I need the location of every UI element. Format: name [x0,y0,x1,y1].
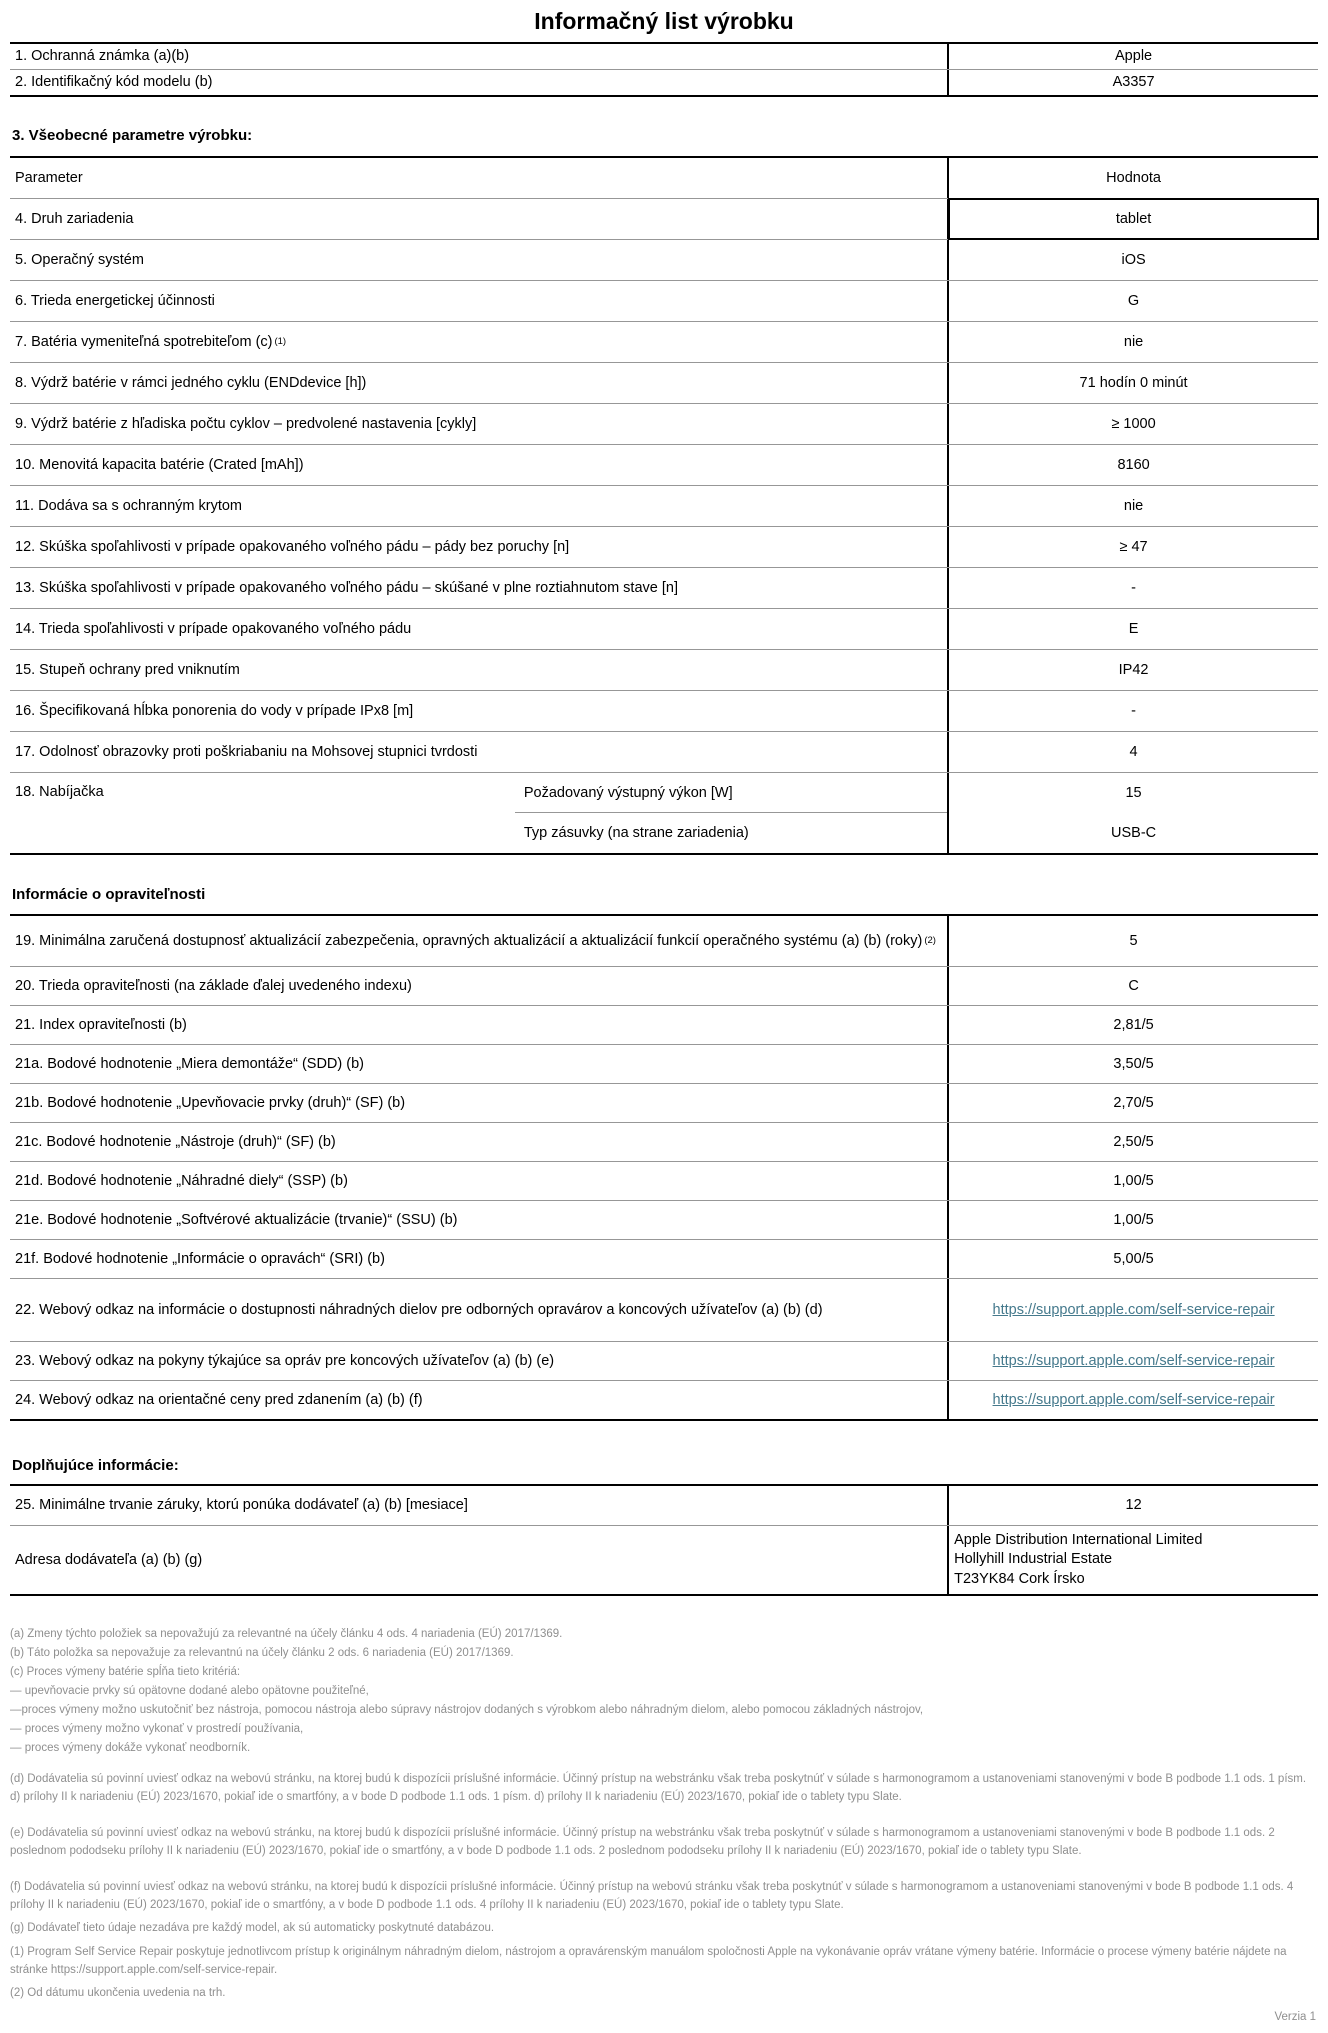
supplier-address-value [949,1526,1318,1594]
table-row [10,1006,1318,1045]
row-value: A3357 [1112,74,1155,91]
table-row [10,281,1318,322]
table-row [10,240,1318,281]
section-heading-repairability: Informácie o opraviteľnosti [12,886,206,903]
table-row [10,609,1318,650]
row-label: 7. Batéria vymeniteľná spotrebiteľom (c) (1) [10,322,949,362]
row-label: 21. Index opraviteľnosti (b) [10,1006,949,1044]
table-row [10,916,1318,967]
row-value: - [1131,702,1136,719]
footnote: — upevňovacie prvky sú opätovne dodané alebo opätovne použiteľné, [10,1685,369,1697]
row-value: 3,50/5 [1113,1055,1154,1072]
row-value: 5 [1129,932,1138,949]
spare-parts-link[interactable]: https://support.apple.com/self-service-repair [992,1301,1275,1318]
column-header-parameter: Parameter [10,158,949,198]
row-label: 4. Druh zariadenia [10,199,949,239]
pretax-prices-link[interactable]: https://support.apple.com/self-service-repair [992,1391,1275,1408]
charger-sublabel-output-power: Požadovaný výstupný výkon [W] [515,773,947,813]
row-label: 20. Trieda opraviteľnosti (na základe ďalej uvedeného indexu) [10,967,949,1005]
charger-values [949,773,1318,853]
row-value [949,1279,1318,1341]
table-row [10,1240,1318,1279]
row-value: 4 [1129,743,1138,760]
table-row [10,691,1318,732]
row-value: 8160 [1117,456,1150,473]
repairability-table [10,914,1318,1421]
footnote: (g) Dodávateľ tieto údaje nezadáva pre každý model, ak sú automaticky poskytnuté databázou. [10,1922,495,1934]
table-row [10,404,1318,445]
row-label: 19. Minimálna zaručená dostupnosť aktualizácií zabezpečenia, opravných aktualizácií a aktualizácií funkcií operačného systému (a) (b) (roky) (2) [10,916,949,966]
table-row [10,1486,1318,1526]
row-value: 2,50/5 [1113,1133,1154,1150]
footnotes-section [10,1625,1318,2003]
version-label: Verzia 1 [1274,2011,1316,2023]
row-value: G [1127,292,1140,309]
footnote: (c) Proces výmeny batérie spĺňa tieto kritériá: [10,1666,241,1678]
row-label: 21f. Bodové hodnotenie „Informácie o opravách“ (SRI) (b) [10,1240,949,1278]
table-row [10,1279,1318,1342]
row-value: 2,70/5 [1113,1094,1154,1111]
row-value: IP42 [1118,661,1149,678]
table-row [10,486,1318,527]
table-row [10,70,1318,95]
table-row [10,1084,1318,1123]
row-label: 25. Minimálne trvanie záruky, ktorú ponúka dodávateľ (a) (b) [mesiace] [10,1486,949,1525]
row-label: 13. Skúška spoľahlivosti v prípade opakovaného voľného pádu – skúšané v plne roztiahnutom stave [n] [10,568,949,608]
address-line: T23YK84 Cork Írsko [954,1570,1085,1587]
table-row [10,568,1318,609]
row-value: 12 [1125,1497,1142,1514]
table-row [10,527,1318,568]
row-value: ≥ 1000 [1111,415,1156,432]
general-parameters-table [10,156,1318,855]
row-label: 22. Webový odkaz na informácie o dostupnosti náhradných dielov pre odborných opravárov a koncových užívateľov (a) (b) (d) [10,1279,949,1341]
row-label: 17. Odolnosť obrazovky proti poškriabaniu na Mohsovej stupnici tvrdosti [10,732,949,772]
row-value: nie [1123,333,1144,350]
row-label: 8. Výdrž batérie v rámci jedného cyklu (ENDdevice [h]) [10,363,949,403]
row-label: 18. Nabíjačka [15,784,104,800]
table-row [10,650,1318,691]
table-row [10,1162,1318,1201]
section-heading-general-parameters: 3. Všeobecné parametre výrobku: [12,127,253,144]
identification-table [10,42,1318,97]
table-row [10,1201,1318,1240]
table-row [10,1123,1318,1162]
footnote: — proces výmeny možno vykonať v prostredí používania, [10,1723,304,1735]
footnote: —proces výmeny možno uskutočniť bez nástroja, pomocou nástroja alebo súpravy nástrojov dodaných s výrobkom alebo náhradným dielom, alebo pomocou základných nástrojov, [10,1704,924,1716]
row-label: 12. Skúška spoľahlivosti v prípade opakovaného voľného pádu – pády bez poruchy [n] [10,527,949,567]
table-row [10,967,1318,1006]
charger-value-output-power: 15 [1125,785,1142,801]
table-header-row [10,158,1318,199]
row-value [949,1381,1318,1419]
row-value: 5,00/5 [1113,1250,1154,1267]
footnote: (f) Dodávatelia sú povinní uviesť odkaz na webovú stránku, na ktorej budú k dispozícii príslušné informácie. Účinný prístup na webovú stránku však treba poskytnúť v súlade s harmonogramom a ustanoveniami stanovenými v bode B podbode 1.1 ods. 4 prílohy II k nariadeniu (EÚ) 2023/1670, pokiaľ ide o smartfóny, a v bode D podbode 1.1 ods. 4 prílohy II k nariadeniu (EÚ) 2023/1670, pokiaľ ide o tablety typu Slate. [10,1881,1294,1911]
footnote: (2) Od dátumu ukončenia uvedenia na trh. [10,1987,226,1999]
row-value: nie [1123,497,1144,514]
row-label: 21e. Bodové hodnotenie „Softvérové aktualizácie (trvanie)“ (SSU) (b) [10,1201,949,1239]
charger-sublabels [515,773,949,853]
row-label: 24. Webový odkaz na orientačné ceny pred zdanením (a) (b) (f) [10,1381,949,1419]
charger-row [10,773,1318,853]
page-title: Informačný list výrobku [534,8,794,34]
table-row [10,732,1318,773]
row-value: C [1128,977,1139,994]
row-value: Apple [1115,48,1153,65]
row-value: 1,00/5 [1113,1172,1154,1189]
footnote: (e) Dodávatelia sú povinní uviesť odkaz na webovú stránku, na ktorej budú k dispozícii príslušné informácie. Účinný prístup na webstránku však treba poskytnúť v súlade s harmonogramom a ustanoveniami stanovenými v bode B podbode 1.1 ods. 2 poslednom pododseku prílohy II k nariadeniu (EÚ) 2023/1670, pokiaľ ide o smartfóny, a v bode D podbode 1.1 ods. 2 poslednom pododseku prílohy II k nariadeniu (EÚ) 2023/1670, pokiaľ ide o tablety typu Slate. [10,1827,1275,1857]
table-row [10,1381,1318,1419]
footnote: (1) Program Self Service Repair poskytuje jednotlivcom prístup k originálnym náhradným dielom, nástrojom a opravárenským manuálom spoločnosti Apple na vykonávanie opráv vrátane výmeny batérie. Informácie o procese výmeny batérie nájdete na stránke https://support.apple.com/self-service-repair. [10,1946,1287,1976]
supplier-address-row [10,1526,1318,1594]
row-label: 11. Dodáva sa s ochranným krytom [10,486,949,526]
supplier-address-lines [954,1531,1202,1589]
row-label: 14. Trieda spoľahlivosti v prípade opakovaného voľného pádu [10,609,949,649]
row-label: 1. Ochranná známka (a)(b) [10,44,949,69]
row-value: 71 hodín 0 minút [1079,374,1188,391]
row-label: 21c. Bodové hodnotenie „Nástroje (druh)“ (SF) (b) [10,1123,949,1161]
row-label-text: 7. Batéria vymeniteľná spotrebiteľom (c) [15,333,273,350]
table-row [10,445,1318,486]
row-value: ≥ 47 [1119,538,1148,555]
row-label: Adresa dodávateľa (a) (b) (g) [10,1526,949,1594]
row-label: 9. Výdrž batérie z hľadiska počtu cyklov – predvolené nastavenia [cykly] [10,404,949,444]
table-row [10,363,1318,404]
address-line: Hollyhill Industrial Estate [954,1551,1113,1568]
footnote: (d) Dodávatelia sú povinní uviesť odkaz na webovú stránku, na ktorej budú k dispozícii príslušné informácie. Účinný prístup na webstránku však treba poskytnúť v súlade s harmonogramom a ustanoveniami stanovenými v bode B podbode 1.1 ods. 1 písm. d) prílohy II k nariadeniu (EÚ) 2023/1670, pokiaľ ide o smartfóny, a v bode D podbode 1.1 ods. 1 písm. d) prílohy II k nariadeniu (EÚ) 2023/1670, pokiaľ ide o tablety typu Slate. [10,1773,1307,1803]
row-label: 5. Operačný systém [10,240,949,280]
row-value: E [1128,620,1139,637]
charger-value-socket-type: USB-C [1111,825,1157,841]
row-label: 23. Webový odkaz na pokyny týkajúce sa opráv pre koncových užívateľov (a) (b) (e) [10,1342,949,1380]
row-value-highlighted: tablet [949,199,1318,239]
row-label: 21b. Bodové hodnotenie „Upevňovacie prvky (druh)“ (SF) (b) [10,1084,949,1122]
row-label: 21a. Bodové hodnotenie „Miera demontáže“ (SDD) (b) [10,1045,949,1083]
table-row [10,44,1318,70]
charger-sublabel-socket-type: Typ zásuvky (na strane zariadenia) [523,825,749,841]
footnote: — proces výmeny dokáže vykonať neodborník. [10,1742,251,1754]
additional-info-table [10,1484,1318,1596]
footnote: (a) Zmeny týchto položiek sa nepovažujú za relevantné na účely článku 4 ods. 4 nariadenia (EÚ) 2017/1369. [10,1628,563,1640]
column-header-value: Hodnota [1106,169,1161,186]
row-label: 16. Špecifikovaná hĺbka ponorenia do vody v prípade IPx8 [m] [10,691,949,731]
row-value: iOS [1121,251,1146,268]
table-row [10,322,1318,363]
row-label: 21d. Bodové hodnotenie „Náhradné diely“ (SSP) (b) [10,1162,949,1200]
row-value: 2,81/5 [1113,1016,1154,1033]
product-information-sheet [0,8,1328,2033]
row-label: 15. Stupeň ochrany pred vniknutím [10,650,949,690]
row-label: 10. Menovitá kapacita batérie (Crated [mAh]) [10,445,949,485]
address-line: Apple Distribution International Limited [954,1531,1203,1548]
table-row [10,199,1318,240]
section-heading-additional-info: Doplňujúce informácie: [12,1457,179,1474]
row-value: - [1131,579,1136,596]
table-row [10,1045,1318,1084]
row-value: 1,00/5 [1113,1211,1154,1228]
repair-instructions-link[interactable]: https://support.apple.com/self-service-repair [992,1352,1275,1369]
row-label: 6. Trieda energetickej účinnosti [10,281,949,321]
table-row [10,1342,1318,1381]
row-label: 2. Identifikačný kód modelu (b) [10,70,949,95]
row-label-text: 19. Minimálna zaručená dostupnosť aktualizácií zabezpečenia, opravných aktualizácií a aktualizácií funkcií operačného systému (a) (b) (roky) [15,932,923,949]
row-value [949,1342,1318,1380]
footnote: (b) Táto položka sa nepovažuje za relevantnú na účely článku 2 ods. 6 nariadenia (EÚ) 2017/1369. [10,1647,514,1659]
